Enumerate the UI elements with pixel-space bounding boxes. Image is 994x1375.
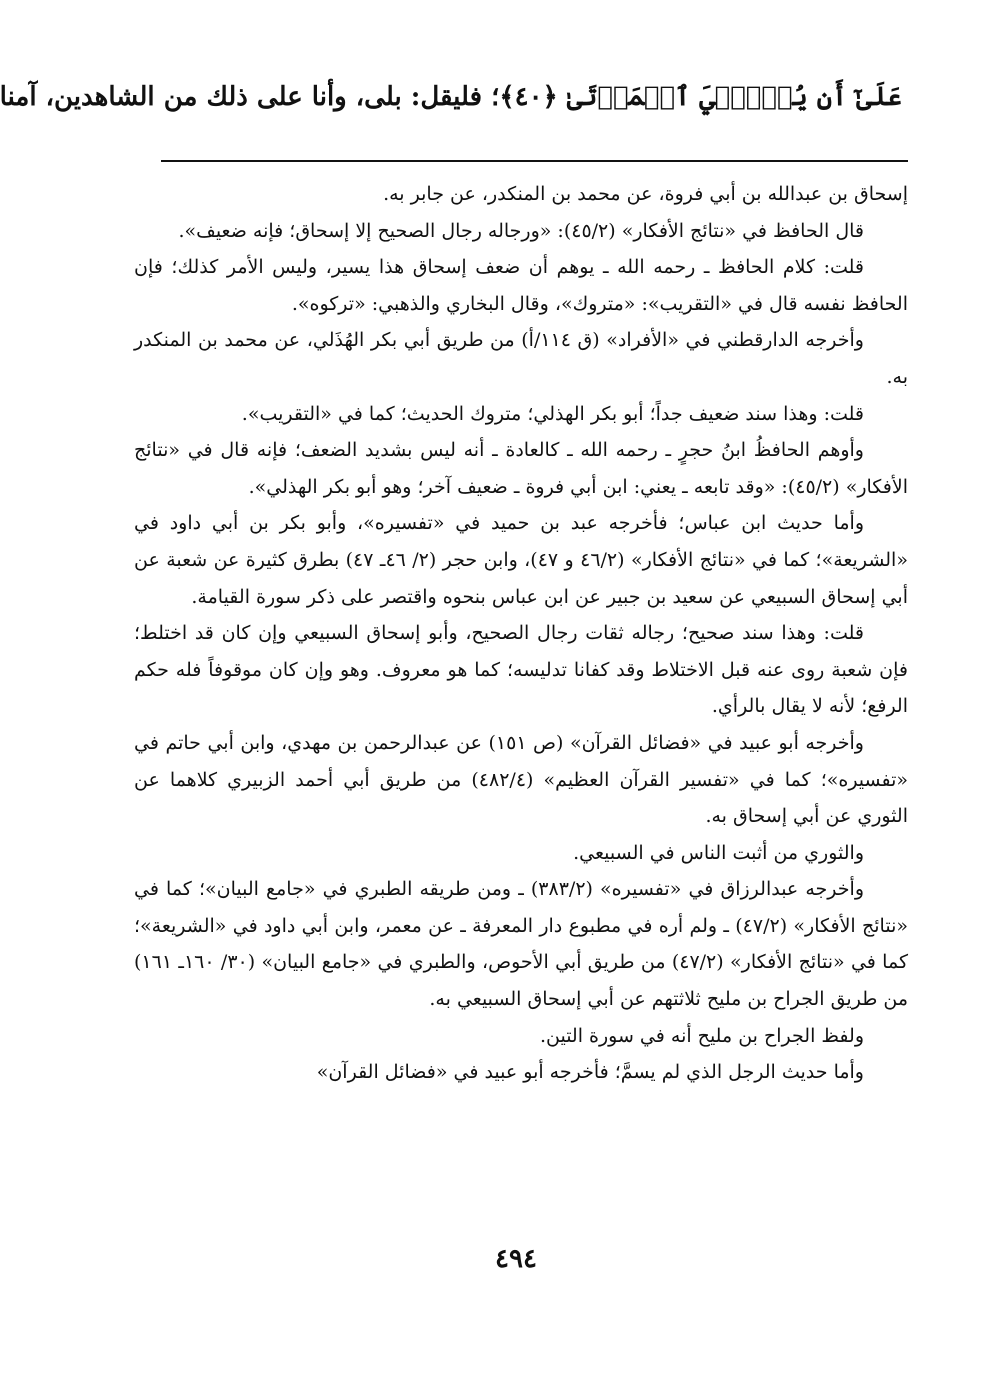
page-number: ٤٩٤ bbox=[495, 1244, 537, 1274]
paragraph: ولفظ الجراح بن مليح أنه في سورة التين. bbox=[539, 1024, 864, 1047]
paragraph: قلت: وهذا سند ضعيف جداً؛ أبو بكر الهذلي؛ متروك الحديث؛ كما في «التقريب». bbox=[241, 402, 864, 425]
paragraph: وأما حديث ابن عباس؛ فأخرجه عبد بن حميد في «تفسيره»، وأبو بكر بن أبي داود في «الشريعة»؛ كما في «نتائج الأفكار» (٤٦/٢ و ٤٧)، وابن حجر (٢/ ٤٦ـ ٤٧) بطرق كثيرة عن شعبة عن أبي إسحاق السبيعي عن سعيد بن جبير عن ابن عباس بنحوه واقتصر على ذكر سورة القيامة. bbox=[134, 512, 908, 608]
paragraph: وأخرجه الدارقطني في «الأفراد» (ق ١١٤/أ) من طريق أبي بكر الهُذَلي، عن محمد بن المنكدر به. bbox=[134, 329, 908, 388]
page-header: عَلَىٰٓ أَن يُحۡـِۧيَ ٱلۡمَوۡتَىٰ ﴿٤٠﴾؛ فليقل: بلى، وأنا على ذلك من الشاهدين، آمنا bbox=[0, 82, 902, 112]
paragraph: قال الحافظ في «نتائج الأفكار» (٤٥/٢): «ورجاله رجال الصحيح إلا إسحاق؛ فإنه ضعيف». bbox=[178, 219, 864, 242]
paragraph: وأخرجه عبدالرزاق في «تفسيره» (٣٨٣/٢) ـ ومن طريقه الطبري في «جامع البيان»؛ كما في «نتائج الأفكار» (٤٧/٢) ـ ولم أره في مطبوع دار المعرفة ـ عن معمر، وابن أبي داود في «الشريعة»؛ كما في «نتائج الأفكار» (٤٧/٢) من طريق أبي الأحوص، والطبري في «جامع البيان» (٣٠/ ١٦٠ـ ١٦١) من طريق الجراح بن مليح ثلاثتهم عن أبي إسحاق السبيعي به. bbox=[134, 878, 909, 1011]
paragraph: قلت: وهذا سند صحيح؛ رجاله ثقات رجال الصحيح، وأبو إسحاق السبيعي وإن كان قد اختلط؛ فإن شعبة روى عنه قبل الاختلاط وقد كفانا تدليسه؛ كما هو معروف. وهو وإن كان موقوفاً فله حكم الرفع؛ لأنه لا يقال بالرأي. bbox=[134, 622, 908, 718]
paragraph: وأما حديث الرجل الذي لم يسمَّ؛ فأخرجه أبو عبيد في «فضائل القرآن» bbox=[316, 1061, 864, 1084]
paragraph: وأخرجه أبو عبيد في «فضائل القرآن» (ص ١٥١) عن عبدالرحمن بن مهدي، وابن أبي حاتم في «تفسيره»؛ كما في «تفسير القرآن العظيم» (٤٨٢/٤) من طريق أبي أحمد الزبيري كلاهما عن الثوري عن أبي إسحاق به. bbox=[134, 731, 909, 828]
paragraph: وأوهم الحافظُ ابنُ حجرٍ ـ رحمه الله ـ كالعادة ـ أنه ليس بشديد الضعف؛ فإنه قال في «نتائج الأفكار» (٤٥/٢): «وقد تابعه ـ يعني: ابن أبي فروة ـ ضعيف آخر؛ وهو أبو بكر الهذلي». bbox=[134, 439, 908, 498]
paragraph: والثوري من أثبت الناس في السبيعي. bbox=[573, 841, 864, 864]
footnote-body bbox=[134, 176, 908, 1091]
header-divider bbox=[161, 160, 908, 162]
paragraph: إسحاق بن عبدالله بن أبي فروة، عن محمد بن المنكدر، عن جابر به. bbox=[383, 183, 908, 205]
paragraph: قلت: كلام الحافظ ـ رحمه الله ـ يوهم أن ضعف إسحاق هذا يسير، وليس الأمر كذلك؛ فإن الحافظ نفسه قال في «التقريب»: «متروك»، وقال البخاري والذهبي: «تركوه». bbox=[134, 256, 908, 315]
